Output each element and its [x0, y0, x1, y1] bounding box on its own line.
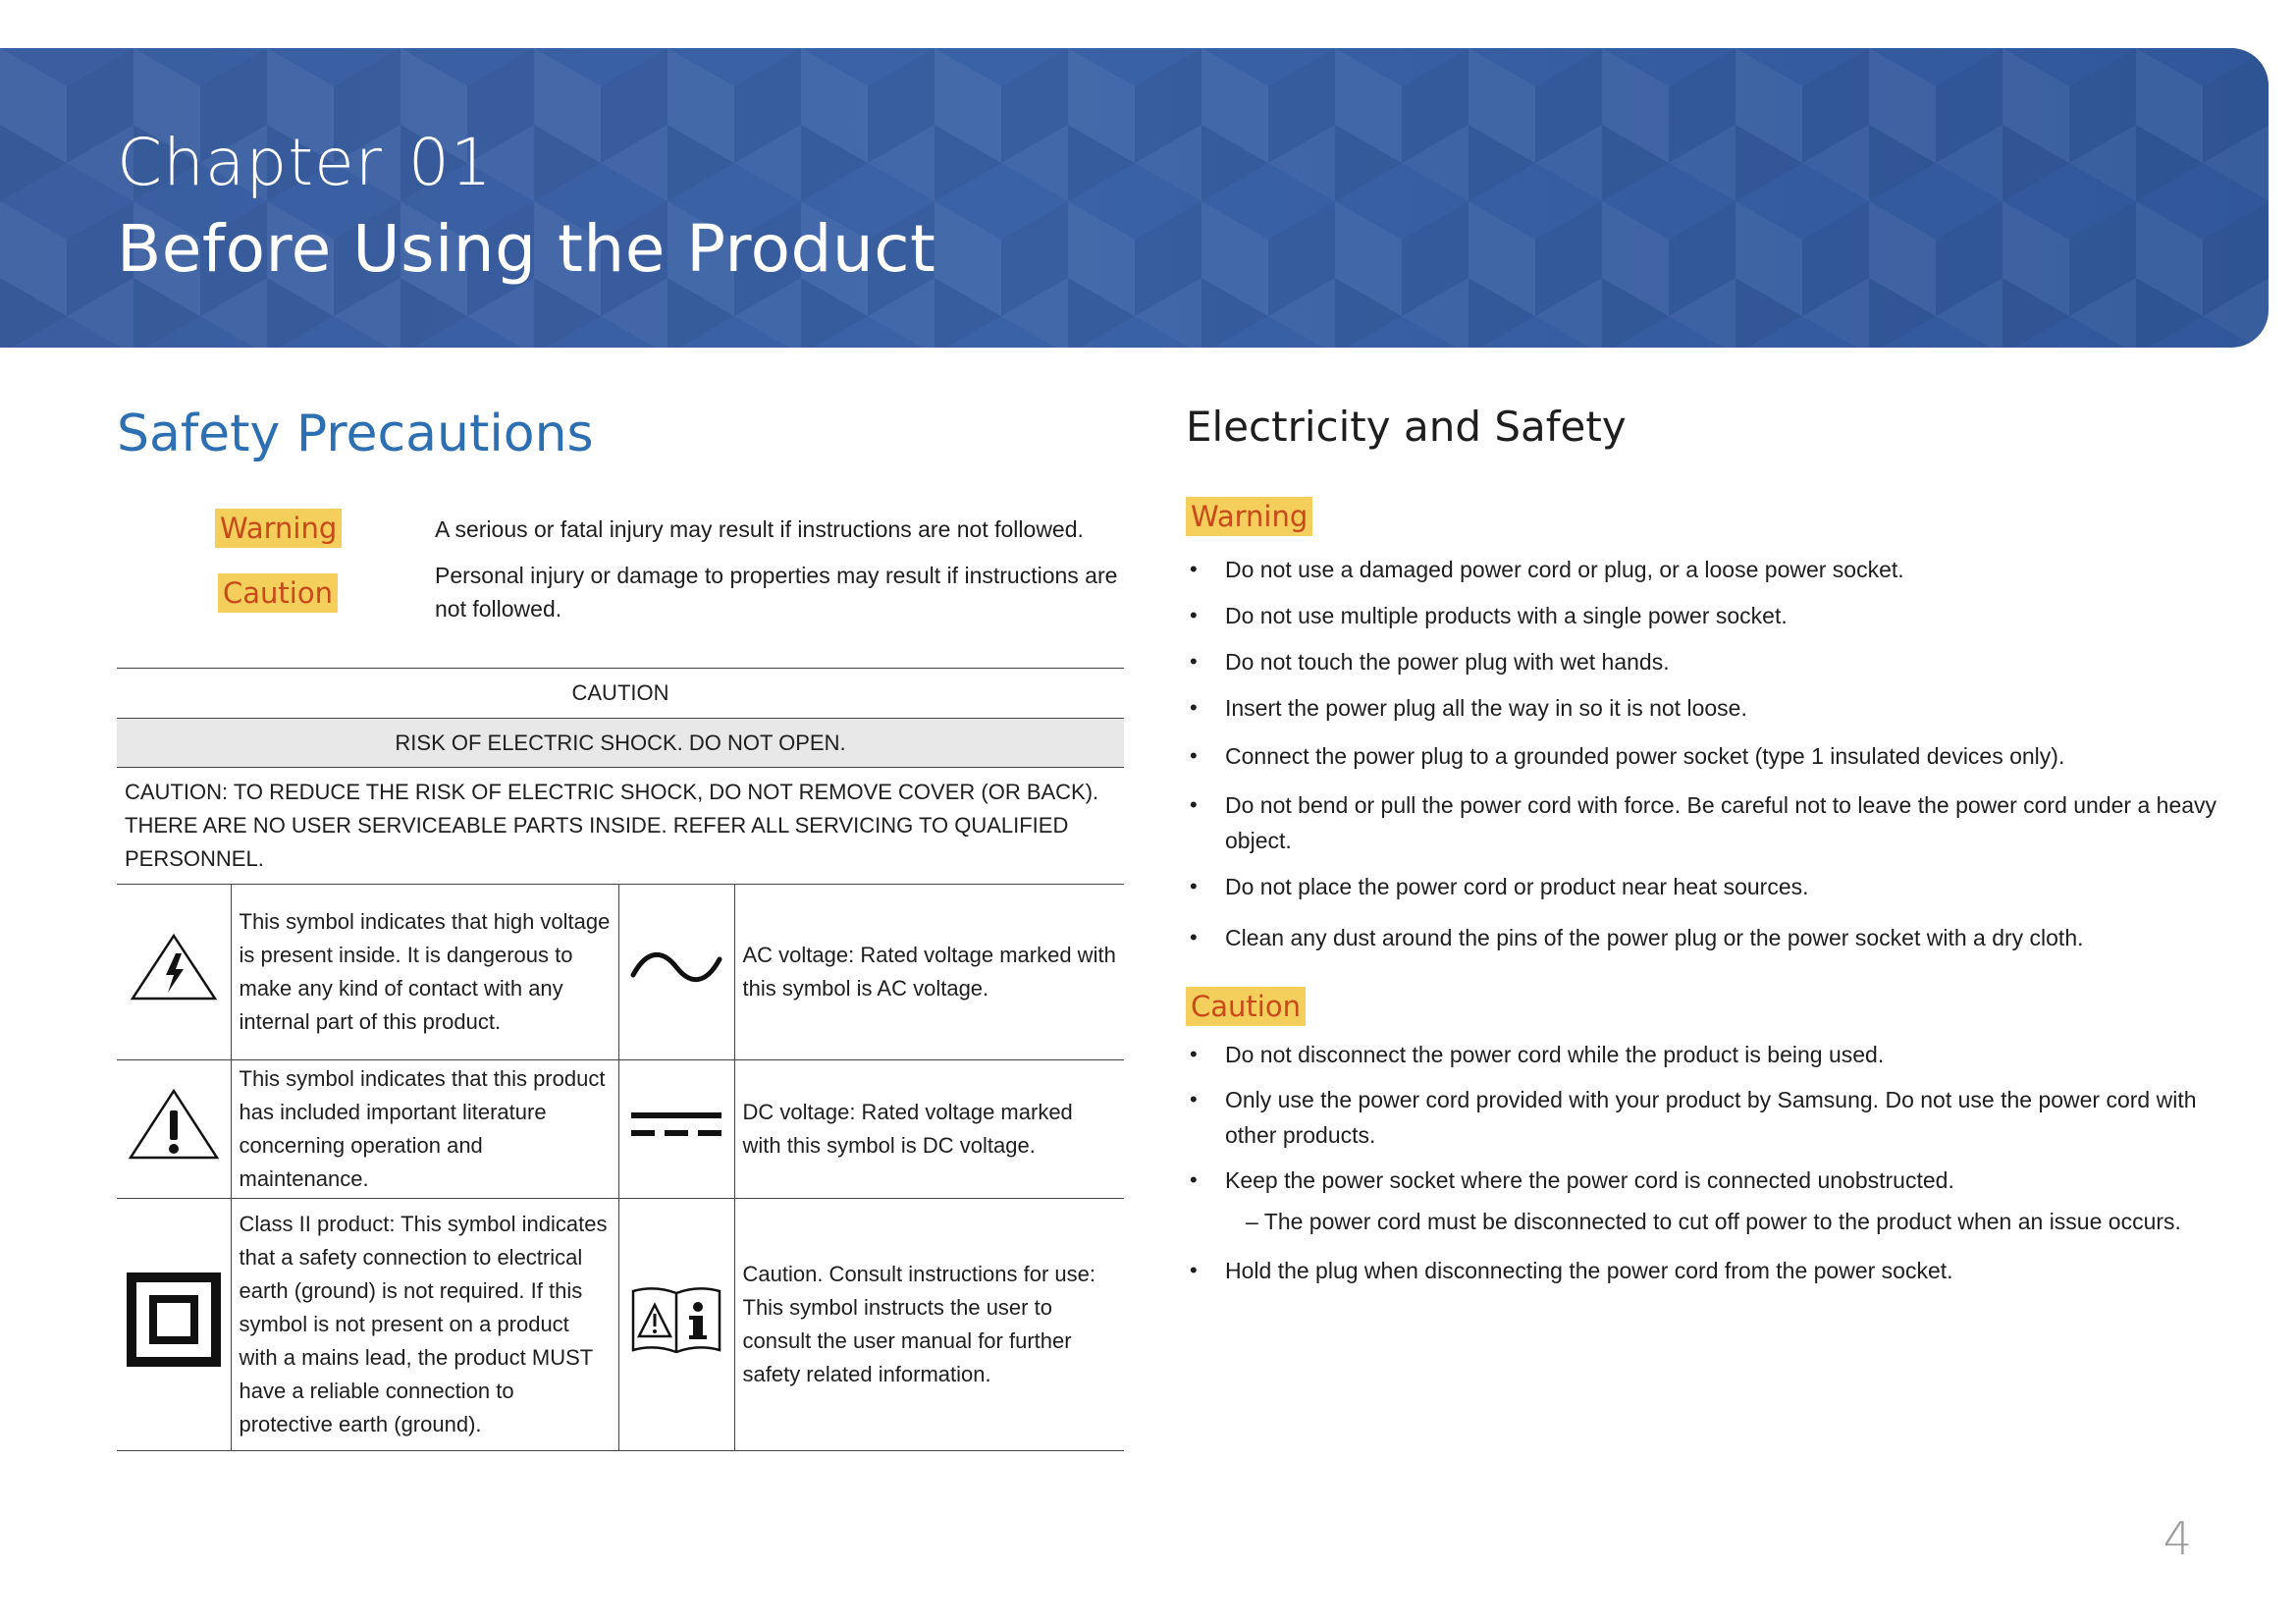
- table-row: [117, 768, 1124, 885]
- list-item: • Connect the power plug to a grounded power socket (type 1 insulated devices only).: [1186, 738, 2226, 774]
- warning-definition: A serious or fatal injury may result if instructions are not followed.: [435, 516, 1084, 542]
- electricity-warning-list: [1186, 552, 2226, 955]
- chapter-banner: [0, 48, 2269, 348]
- list-item: • Do not disconnect the power cord while the product is being used.: [1186, 1037, 2226, 1072]
- caution-definition: Personal injury or damage to properties may result if instructions are not followed.: [435, 563, 1118, 622]
- class-ii-description: Class II product: This symbol indicates that a safety connection to electrical earth (ground) is not required. If this symbol is not present on a product with a mains lead, the product MUST have a reliable connection to protective earth (ground).: [231, 1199, 618, 1451]
- table-row: [117, 1199, 1124, 1451]
- ac-voltage-icon: [618, 885, 734, 1060]
- consult-manual-description: Caution. Consult instructions for use: This symbol instructs the user to consult the user manual for further safety related information.: [734, 1199, 1124, 1451]
- caution-symbols-table: [117, 668, 1124, 1451]
- high-voltage-warning-icon: [117, 885, 231, 1060]
- high-voltage-description: This symbol indicates that high voltage is present inside. It is dangerous to make any kind of contact with any internal part of this product.: [231, 885, 618, 1060]
- list-item: • Do not use a damaged power cord or plug, or a loose power socket.: [1186, 552, 2226, 587]
- exclamation-warning-icon: [117, 1060, 231, 1199]
- list-item: • Hold the plug when disconnecting the power cord from the power socket.: [1186, 1253, 2226, 1288]
- list-item: • Insert the power plug all the way in so it is not loose.: [1186, 690, 2226, 726]
- dc-voltage-icon: [618, 1060, 734, 1199]
- electricity-and-safety-heading: Electricity and Safety: [1186, 403, 1627, 451]
- list-item: • Do not place the power cord or product near heat sources.: [1186, 869, 2226, 904]
- class-ii-icon: [117, 1199, 231, 1451]
- warning-tag: Warning: [215, 509, 342, 548]
- list-item: • Do not use multiple products with a single power socket.: [1186, 598, 2226, 633]
- electricity-caution-list-end: [1186, 1253, 2226, 1288]
- dc-voltage-description: DC voltage: Rated voltage marked with this symbol is DC voltage.: [734, 1060, 1124, 1199]
- chapter-title: Before Using the Product: [117, 211, 936, 287]
- table-row: [117, 885, 1124, 1060]
- safety-precautions-heading: Safety Precautions: [117, 405, 594, 463]
- page-number: 4: [2163, 1512, 2192, 1565]
- list-item: • Only use the power cord provided with your product by Samsung. Do not use the power cord with other products.: [1186, 1082, 2226, 1153]
- list-item: • Do not bend or pull the power cord with force. Be careful not to leave the power cord under a heavy object.: [1186, 787, 2226, 858]
- consult-manual-icon: [618, 1199, 734, 1451]
- list-item: • Clean any dust around the pins of the power plug or the power socket with a dry cloth.: [1186, 920, 2226, 955]
- ac-voltage-description: AC voltage: Rated voltage marked with this symbol is AC voltage.: [734, 885, 1124, 1060]
- table-row: [117, 1060, 1124, 1199]
- chapter-label: Chapter 01: [117, 125, 493, 200]
- electricity-caution-list: [1186, 1037, 2226, 1198]
- caution-sub-item: – The power cord must be disconnected to cut off power to the product when an issue occurs.: [1246, 1209, 2181, 1234]
- electricity-caution-tag: Caution: [1186, 987, 1306, 1026]
- risk-of-shock-header: RISK OF ELECTRIC SHOCK. DO NOT OPEN.: [117, 719, 1124, 768]
- caution-note: CAUTION: TO REDUCE THE RISK OF ELECTRIC SHOCK, DO NOT REMOVE COVER (OR BACK). THERE ARE NO USER SERVICEABLE PARTS INSIDE. REFER ALL SERVICING TO QUALIFIED PERSONNEL.: [117, 768, 1124, 885]
- caution-tag: Caution: [218, 573, 338, 613]
- electricity-warning-tag: Warning: [1186, 497, 1312, 536]
- list-item: • Do not touch the power plug with wet hands.: [1186, 644, 2226, 679]
- exclamation-description: This symbol indicates that this product has included important literature concerning operation and maintenance.: [231, 1060, 618, 1199]
- table-row: [117, 719, 1124, 768]
- table-row: [117, 669, 1124, 719]
- list-item: • Keep the power socket where the power cord is connected unobstructed.: [1186, 1163, 2226, 1198]
- caution-header: CAUTION: [117, 669, 1124, 719]
